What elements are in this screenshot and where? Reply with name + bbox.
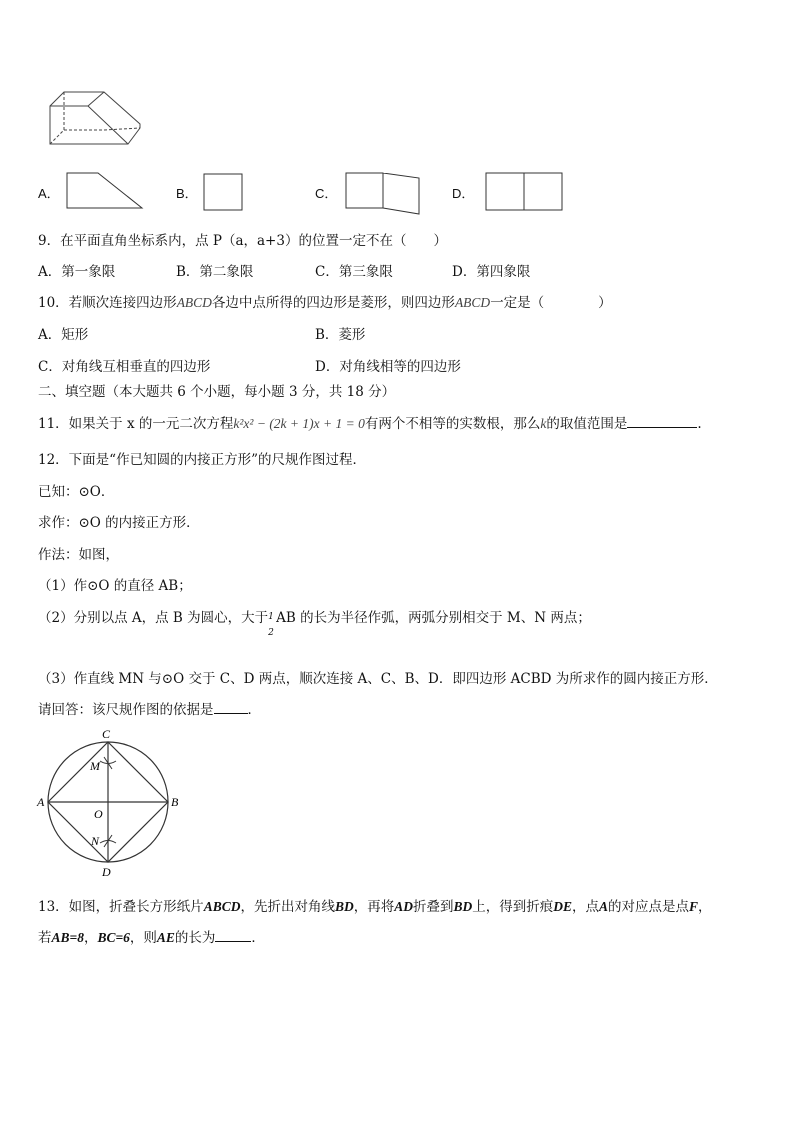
q12-given: 已知：⊙O． bbox=[38, 484, 115, 500]
q8-option-c-figure bbox=[343, 170, 425, 220]
q12-find: 求作：⊙O 的内接正方形． bbox=[38, 515, 200, 531]
q13-de: DE bbox=[553, 899, 573, 914]
q9-option-d: D．第四象限 bbox=[452, 264, 531, 280]
q12-fraction-numerator: 1 bbox=[268, 612, 274, 622]
point-label-m: M bbox=[90, 759, 100, 773]
q8-option-d-figure bbox=[484, 171, 566, 213]
q8-solid-figure bbox=[44, 84, 144, 150]
q9-stem: 9．在平面直角坐标系内，点 P（a，a+3）的位置一定不在（ ） bbox=[38, 233, 447, 249]
q13-t6: 的对应点是点 bbox=[608, 899, 690, 915]
q10-option-c: C．对角线互相垂直的四边形 bbox=[38, 359, 211, 375]
q10-option-a: A．矩形 bbox=[38, 327, 89, 343]
q11-answer-blank[interactable] bbox=[627, 414, 697, 428]
q12-step2 bbox=[38, 606, 591, 638]
q10-option-b: B．菱形 bbox=[315, 327, 366, 343]
q12-method: 作法：如图， bbox=[38, 547, 119, 563]
q13-line2-prefix: 若 bbox=[38, 930, 52, 946]
q13-t2: ，再将 bbox=[353, 899, 395, 915]
q8-option-b-figure bbox=[202, 172, 246, 212]
q13-line2 bbox=[38, 926, 265, 946]
q11-middle: 有两个不相等的实数根，那么 bbox=[364, 416, 541, 432]
q9-option-b: B．第二象限 bbox=[176, 264, 254, 280]
point-label-c: C bbox=[102, 727, 111, 741]
q13-t5: ，点 bbox=[572, 899, 600, 915]
q13-ab-eq: AB=8 bbox=[51, 930, 84, 945]
q13-t7: ， bbox=[698, 899, 712, 915]
q12-circle-square-figure bbox=[34, 724, 186, 880]
q12-step2-end: AB 的长为半径作弧，两弧分别相交于 M、N 两点； bbox=[276, 610, 591, 626]
q13-end: ． bbox=[251, 930, 265, 946]
point-label-o: O bbox=[94, 807, 103, 821]
q12-fraction-denominator: 2 bbox=[268, 628, 274, 638]
q8-option-d-label: D． bbox=[452, 186, 475, 201]
q11-equation: k²x² − (2k + 1)x + 1 = 0 bbox=[233, 416, 365, 431]
q13-f: F bbox=[689, 899, 699, 914]
q13-t4: 上，得到折痕 bbox=[472, 899, 554, 915]
q13-prefix: 13．如图，折叠长方形纸片 bbox=[38, 899, 204, 915]
q8-option-b-label: B． bbox=[176, 186, 198, 201]
q13-t9: 的长为 bbox=[174, 930, 216, 946]
q12-fraction bbox=[268, 606, 276, 638]
q8-option-a-label: A． bbox=[38, 186, 60, 201]
q12-answer-blank[interactable] bbox=[214, 700, 248, 714]
point-label-n: N bbox=[91, 834, 100, 848]
q12-stem: 12．下面是“作已知圆的内接正方形”的尺规作图过程． bbox=[38, 452, 366, 468]
q10-option-d: D．对角线相等的四边形 bbox=[315, 359, 461, 375]
q13-bd-2: BD bbox=[453, 899, 473, 914]
q13-line1 bbox=[38, 895, 712, 915]
q12-step3: （3）作直线 MN 与⊙O 交于 C、D 两点，顺次连接 A、C、B、D．即四边形 ACBD 为所求作的圆内接正方形． bbox=[38, 671, 718, 687]
q10-prefix: 10．若顺次连接四边形 bbox=[38, 295, 177, 311]
q13-t3: 折叠到 bbox=[412, 899, 454, 915]
point-label-a: A bbox=[37, 795, 45, 809]
q13-bd: BD bbox=[334, 899, 354, 914]
q8-option-c-label: C． bbox=[315, 186, 338, 201]
section-heading-fill-in: 二、填空题（本大题共 6 个小题，每小题 3 分，共 18 分） bbox=[38, 384, 396, 400]
q13-comma: ， bbox=[83, 930, 98, 946]
q13-answer-blank[interactable] bbox=[215, 928, 251, 942]
q10-var-abcd-2: ABCD bbox=[454, 295, 491, 310]
q10-stem bbox=[38, 291, 612, 311]
q11-stem bbox=[38, 412, 702, 432]
q13-t1: ，先折出对角线 bbox=[240, 899, 335, 915]
q10-suffix: 一定是（ ） bbox=[490, 295, 612, 311]
q10-var-abcd: ABCD bbox=[176, 295, 212, 310]
q11-end: . bbox=[697, 416, 702, 432]
q12-answer-prompt: 请回答：该尺规作图的依据是 bbox=[38, 702, 214, 718]
point-label-d: D bbox=[102, 865, 111, 879]
q12-step1: （1）作⊙O 的直径 AB； bbox=[38, 578, 192, 594]
q8-option-a-figure bbox=[66, 170, 146, 212]
q13-ae: AE bbox=[156, 930, 175, 945]
q10-middle: 各边中点所得的四边形是菱形，则四边形 bbox=[211, 295, 455, 311]
q12-end: ． bbox=[247, 702, 261, 718]
q9-option-c: C．第三象限 bbox=[315, 264, 393, 280]
q13-t8: ，则 bbox=[129, 930, 157, 946]
q13-bc-eq: BC=6 bbox=[97, 930, 130, 945]
q13-abcd: ABCD bbox=[203, 899, 241, 914]
point-label-b: B bbox=[171, 795, 179, 809]
q13-ad: AD bbox=[394, 899, 413, 914]
q12-step2-start: （2）分别以点 A，点 B 为圆心，大于 bbox=[38, 610, 269, 626]
q11-prefix: 11．如果关于 x 的一元二次方程 bbox=[38, 416, 234, 432]
q12-answer-line bbox=[38, 698, 261, 718]
q11-var-k: k bbox=[540, 416, 547, 431]
q9-option-a: A．第一象限 bbox=[38, 264, 116, 280]
q13-a: A bbox=[599, 899, 609, 914]
q11-suffix: 的取值范围是 bbox=[546, 416, 628, 432]
